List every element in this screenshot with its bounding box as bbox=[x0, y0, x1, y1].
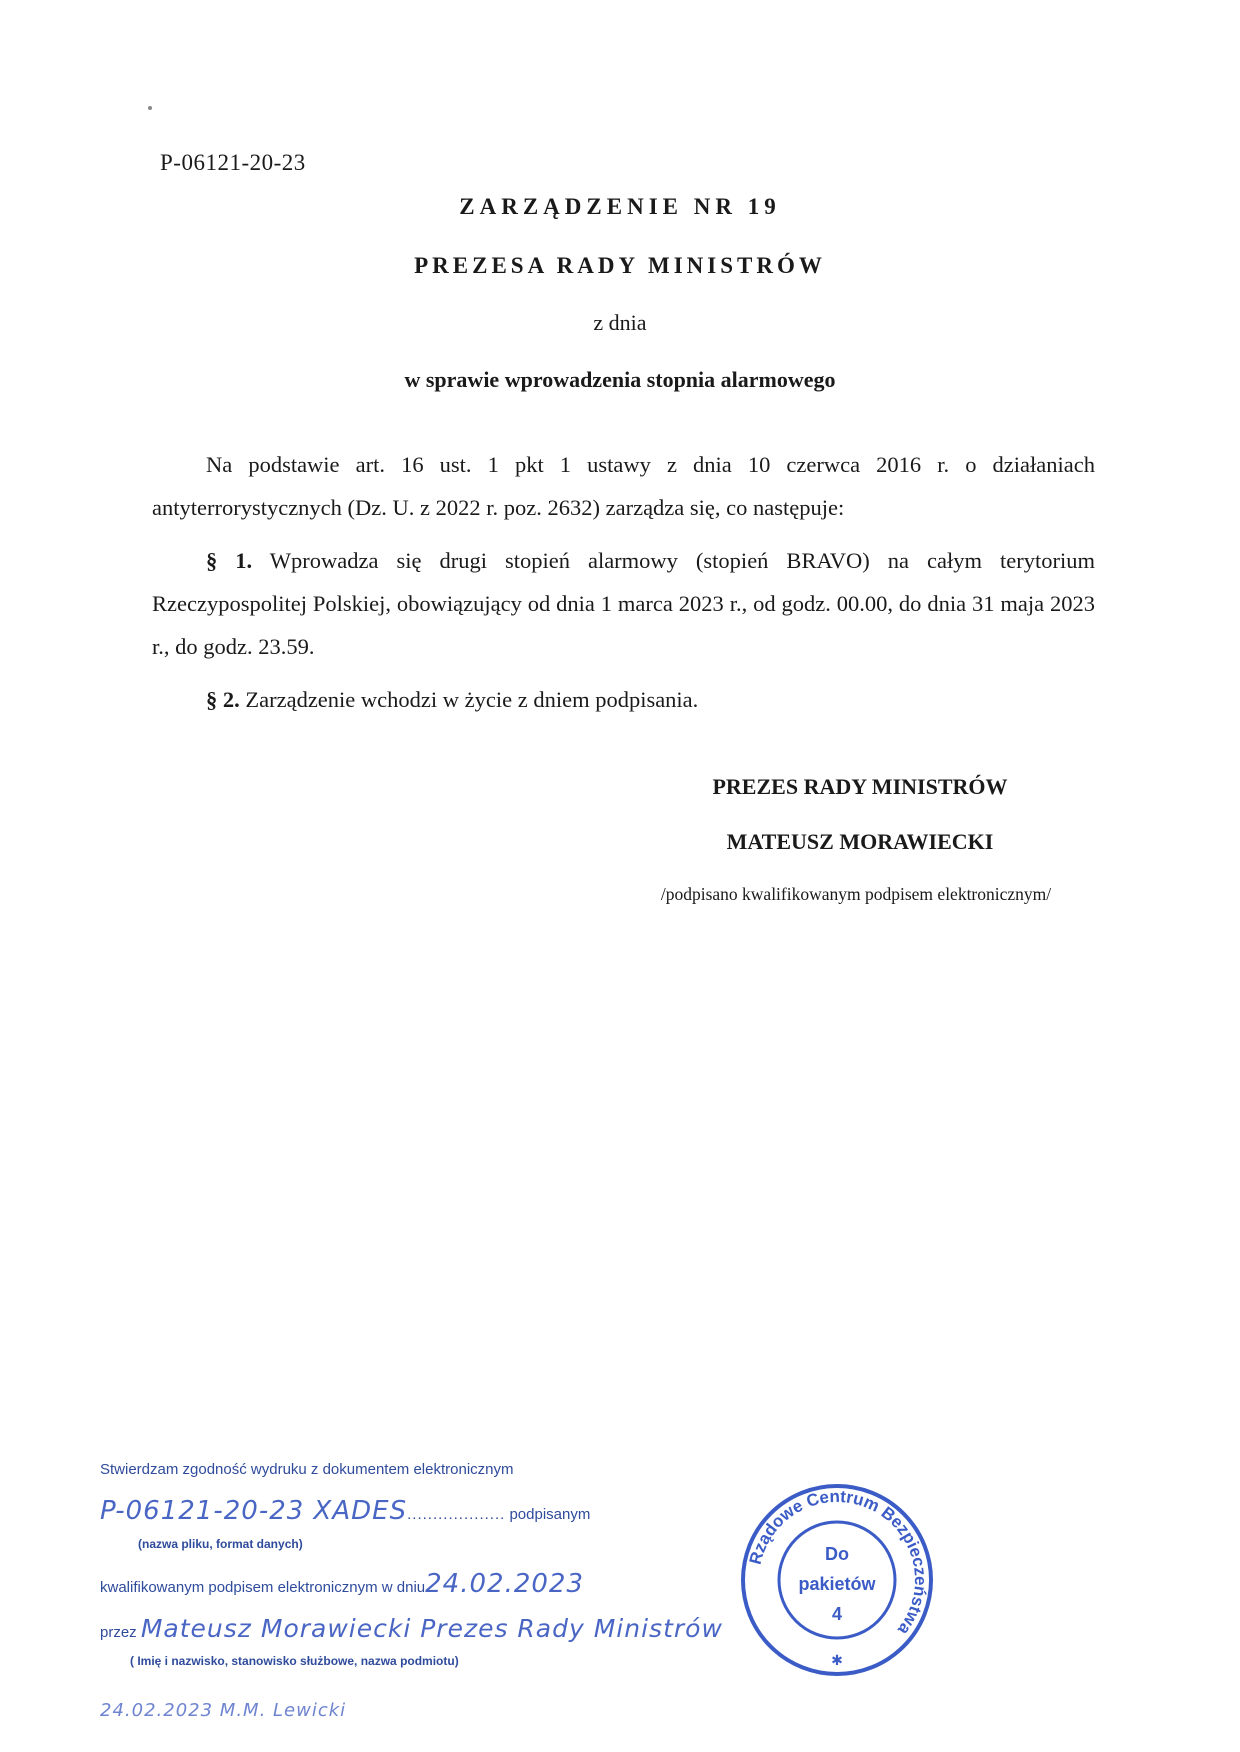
dotted-line: ................... bbox=[407, 1506, 506, 1523]
official-stamp bbox=[737, 1480, 937, 1680]
certification-date-row bbox=[100, 1569, 584, 1599]
handwritten-filename: P-06121-20-23 XADES bbox=[100, 1496, 408, 1526]
stamp-star-icon: ✱ bbox=[831, 1653, 843, 1669]
handwritten-bottom-note: 24.02.2023 M.M. Lewicki bbox=[100, 1700, 347, 1721]
handwritten-date: 24.02.2023 bbox=[425, 1569, 585, 1599]
signatory-name: MATEUSZ MORAWIECKI bbox=[726, 829, 994, 854]
document-date-line: z dnia bbox=[593, 310, 647, 335]
document-issuer: PREZESA RADY MINISTRÓW bbox=[414, 253, 826, 278]
document-title: ZARZĄDZENIE NR 19 bbox=[459, 194, 781, 219]
document-body bbox=[152, 443, 1095, 721]
signature-note: /podpisano kwalifikowanym podpisem elektronicznym/ bbox=[660, 884, 1052, 904]
section-2-label: § 2. bbox=[206, 687, 240, 712]
section-2-text: Zarządzenie wchodzi w życie z dniem podpisania. bbox=[245, 687, 699, 712]
certification-filename-row bbox=[100, 1496, 590, 1526]
signer-caption: ( Imię i nazwisko, stanowisko służbowe, nazwa podmiotu) bbox=[130, 1654, 459, 1668]
section-2-paragraph bbox=[152, 678, 1095, 721]
document-reference: P-06121-20-23 bbox=[160, 150, 306, 175]
stamp-number: 4 bbox=[831, 1604, 843, 1624]
preamble-paragraph: Na podstawie art. 16 ust. 1 pkt 1 ustawy z dnia 10 czerwca 2016 r. o działaniach antyterrorystycznych (Dz. U. z 2022 r. poz. 2632) zarządza się, co następuje: bbox=[152, 452, 1095, 520]
section-1-text: Wprowadza się drugi stopień alarmowy (stopień BRAVO) na całym terytorium Rzeczypospolitej Polskiej, obowiązujący od dnia 1 marca 2023 r., od godz. 00.00, do dnia 31 maja 2023 r., do godz. 23.59. bbox=[152, 548, 1096, 659]
certification-by-row bbox=[100, 1614, 723, 1643]
signed-label: podpisanym bbox=[509, 1506, 591, 1523]
document-subject: w sprawie wprowadzenia stopnia alarmowego bbox=[404, 367, 836, 392]
section-1-paragraph bbox=[152, 539, 1095, 668]
stamp-inner-text-2: pakietów bbox=[798, 1574, 876, 1594]
by-label: przez bbox=[100, 1624, 137, 1641]
signatory-title: PREZES RADY MINISTRÓW bbox=[712, 774, 1008, 799]
stamp-inner-text-1: Do bbox=[825, 1544, 849, 1564]
certification-statement: Stwierdzam zgodność wydruku z dokumentem elektronicznym bbox=[100, 1461, 514, 1478]
scan-speck bbox=[148, 106, 152, 110]
handwritten-signer: Mateusz Morawiecki Prezes Rady Ministrów bbox=[140, 1614, 723, 1643]
section-1-label: § 1. bbox=[206, 548, 253, 573]
filename-caption: (nazwa pliku, format danych) bbox=[138, 1537, 303, 1551]
stamp-outer-text: Rządowe Centrum Bezpieczeństwa bbox=[745, 1486, 931, 1639]
qualified-signature-label: kwalifikowanym podpisem elektronicznym w dniu bbox=[100, 1579, 426, 1596]
